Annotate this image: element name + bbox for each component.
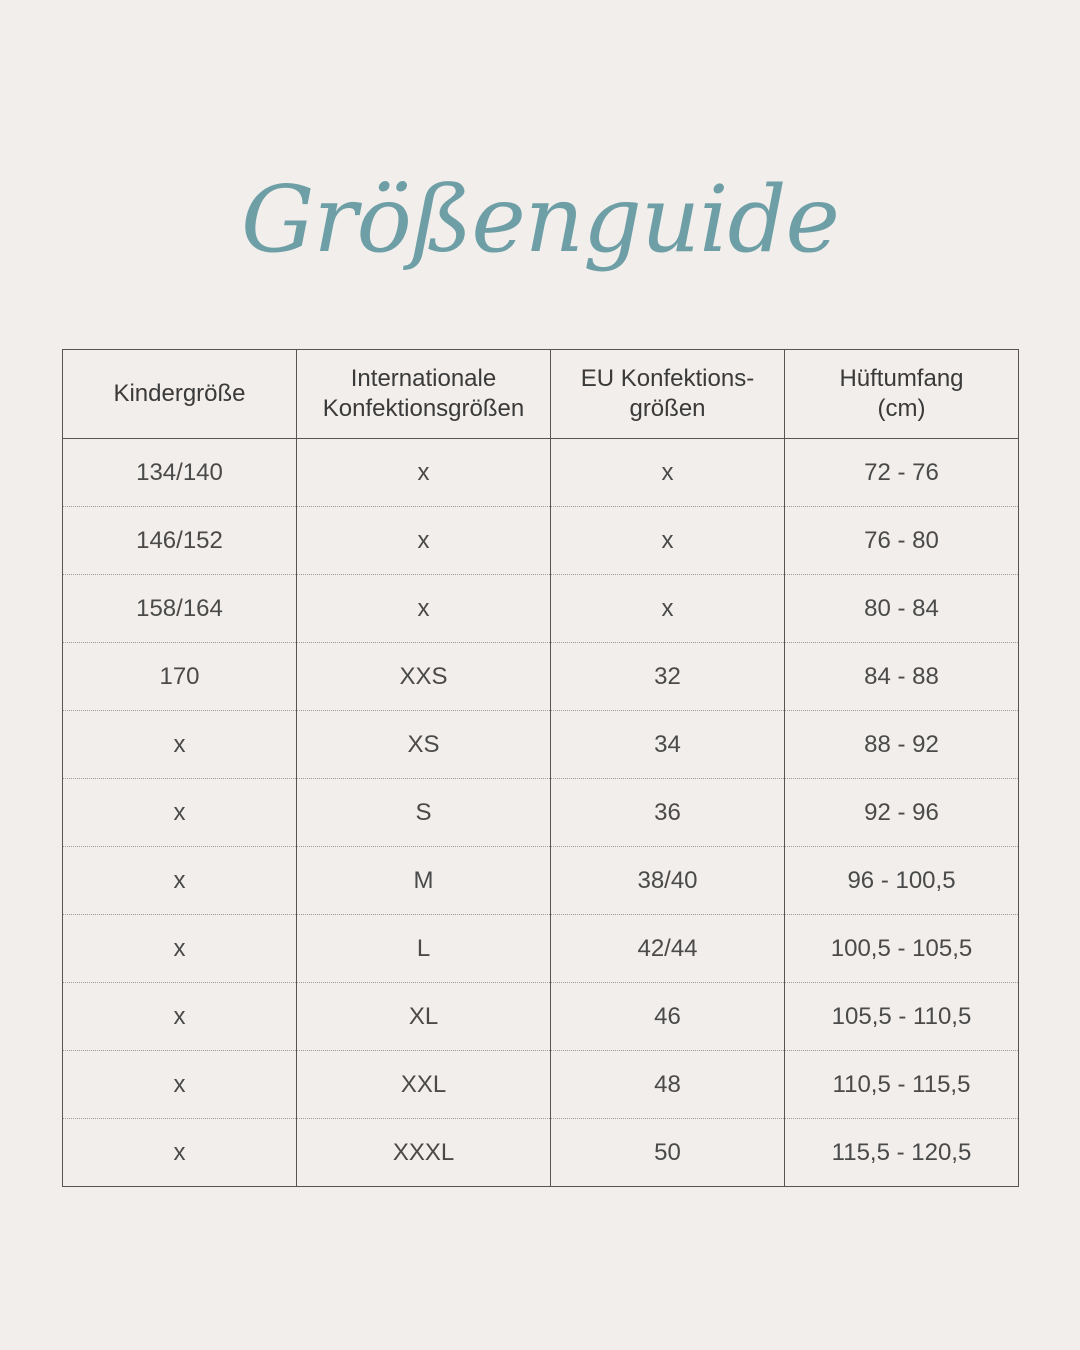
- table-row: [63, 439, 1019, 507]
- cell-eu: 32: [551, 643, 785, 711]
- cell-kindergroesse: x: [63, 847, 297, 915]
- cell-hueftumfang: 110,5 - 115,5: [785, 1051, 1019, 1119]
- cell-kindergroesse: x: [63, 983, 297, 1051]
- cell-eu: 38/40: [551, 847, 785, 915]
- cell-hueftumfang: 72 - 76: [785, 439, 1019, 507]
- cell-kindergroesse: 134/140: [63, 439, 297, 507]
- header-line: Internationale: [350, 365, 497, 392]
- table-row: [63, 711, 1019, 779]
- cell-international: XXS: [297, 643, 551, 711]
- cell-eu: 46: [551, 983, 785, 1051]
- cell-international: XS: [297, 711, 551, 779]
- cell-kindergroesse: 170: [63, 643, 297, 711]
- header-eu: [551, 350, 785, 439]
- cell-eu: x: [551, 439, 785, 507]
- cell-international: XXL: [297, 1051, 551, 1119]
- cell-eu: 34: [551, 711, 785, 779]
- table-row: [63, 507, 1019, 575]
- table-row: [63, 1119, 1019, 1187]
- table-row: [63, 1051, 1019, 1119]
- table-header: [63, 350, 1019, 439]
- cell-hueftumfang: 88 - 92: [785, 711, 1019, 779]
- cell-eu: 48: [551, 1051, 785, 1119]
- cell-eu: x: [551, 507, 785, 575]
- cell-hueftumfang: 84 - 88: [785, 643, 1019, 711]
- table-row: [63, 847, 1019, 915]
- cell-international: M: [297, 847, 551, 915]
- cell-international: XL: [297, 983, 551, 1051]
- cell-eu: 36: [551, 779, 785, 847]
- cell-kindergroesse: x: [63, 915, 297, 983]
- cell-hueftumfang: 76 - 80: [785, 507, 1019, 575]
- cell-international: S: [297, 779, 551, 847]
- cell-kindergroesse: 158/164: [63, 575, 297, 643]
- cell-eu: x: [551, 575, 785, 643]
- cell-international: x: [297, 507, 551, 575]
- cell-kindergroesse: x: [63, 779, 297, 847]
- header-hueftumfang: [785, 350, 1019, 439]
- table-row: [63, 915, 1019, 983]
- table-row: [63, 983, 1019, 1051]
- header-line: (cm): [877, 395, 926, 422]
- cell-hueftumfang: 92 - 96: [785, 779, 1019, 847]
- page-title: Größenguide: [241, 166, 839, 273]
- cell-kindergroesse: x: [63, 711, 297, 779]
- cell-kindergroesse: x: [63, 1051, 297, 1119]
- cell-international: x: [297, 575, 551, 643]
- cell-kindergroesse: x: [63, 1119, 297, 1187]
- header-line: Konfektionsgrößen: [322, 395, 525, 422]
- header-line: größen: [629, 395, 706, 422]
- cell-eu: 42/44: [551, 915, 785, 983]
- table-row: [63, 575, 1019, 643]
- header-kindergroesse: [63, 350, 297, 439]
- table-body: [63, 439, 1019, 1187]
- cell-international: x: [297, 439, 551, 507]
- cell-kindergroesse: 146/152: [63, 507, 297, 575]
- cell-international: L: [297, 915, 551, 983]
- cell-hueftumfang: 105,5 - 110,5: [785, 983, 1019, 1051]
- cell-hueftumfang: 96 - 100,5: [785, 847, 1019, 915]
- header-line: Kindergröße: [113, 380, 246, 407]
- header-line: EU Konfektions-: [580, 365, 755, 392]
- cell-hueftumfang: 100,5 - 105,5: [785, 915, 1019, 983]
- header-row: [63, 350, 1019, 439]
- header-line: Hüftumfang: [839, 365, 964, 392]
- cell-international: XXXL: [297, 1119, 551, 1187]
- cell-hueftumfang: 115,5 - 120,5: [785, 1119, 1019, 1187]
- cell-hueftumfang: 80 - 84: [785, 575, 1019, 643]
- table-row: [63, 779, 1019, 847]
- header-international: [297, 350, 551, 439]
- table-row: [63, 643, 1019, 711]
- cell-eu: 50: [551, 1119, 785, 1187]
- size-table: [62, 349, 1019, 1187]
